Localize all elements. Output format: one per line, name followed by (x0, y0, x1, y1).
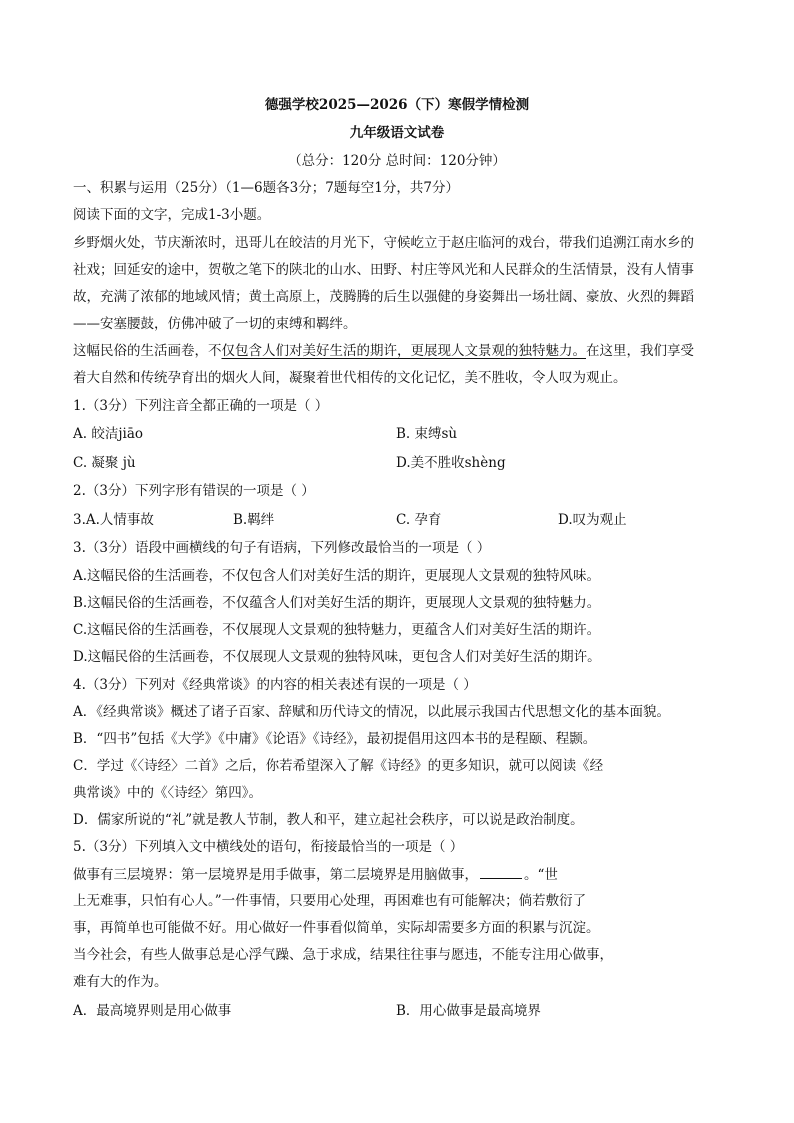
q2-option-b: B.羁绊 (233, 512, 275, 528)
q5-passage-text: 。“世 (524, 867, 558, 883)
q2-option-d: D.叹为观止 (558, 512, 627, 528)
q1-option-a: A. 皎洁jiāo (73, 426, 144, 442)
underlined-sentence: 仅包含人们对美好生活的期许，更展现人文景观的独特魅力。 (221, 343, 586, 359)
q2-option-c: C. 孕育 (396, 512, 442, 528)
reading-instruction: 阅读下面的文字，完成1-3小题。 (73, 207, 271, 223)
q4-option-c-cont: 典常谈》中的《〈诗经〉第四》。 (73, 785, 262, 801)
passage-line: ——安塞腰鼓，仿佛冲破了一切的束缚和羁绊。 (73, 316, 357, 332)
q5-passage-line (73, 864, 558, 885)
section-heading: 一、积累与运用（25分）（1—6题各3分；7题每空1分，共7分） (73, 180, 459, 196)
q5-passage-text: 做事有三层境界：第一层境界是用手做事，第二层境界是用脑做事， (73, 867, 478, 883)
q5-passage-line: 当今社会，有些人做事总是心浮气躁、急于求成，结果往往事与愿违，不能专注用心做事， (73, 947, 613, 963)
q4-option-c: C．学过《〈诗经〉二首》之后，你若希望深入了解《诗经》的更多知识，就可以阅读《经 (73, 758, 604, 774)
question-1-stem: 1.（3分）下列注音全都正确的一项是（ ） (73, 398, 329, 414)
exam-title: 九年级语文试卷 (349, 125, 445, 141)
passage-text: 在这里，我们享受 (586, 343, 694, 359)
question-3-stem: 3.（3分）语段中画横线的句子有语病，下列修改最恰当的一项是（ ） (73, 540, 491, 556)
answer-blank (480, 864, 522, 879)
q1-option-b: B. 束缚sù (396, 426, 458, 442)
q1-option-d: D.美不胜收shèng (396, 455, 506, 471)
question-5-stem: 5.（3分）下列填入文中横线处的语句，衔接最恰当的一项是（ ） (73, 839, 464, 855)
q1-option-c: C. 凝聚 jù (73, 455, 136, 471)
q2-option-a: 3.A.人情事故 (73, 512, 154, 528)
passage-line: 乡野烟火处，节庆渐浓时，迅哥儿在皎洁的月光下，守候屹立于赵庄临河的戏台，带我们追溯江南水乡的 (73, 235, 694, 251)
q3-option-d: D.这幅民俗的生活画卷，不仅展现人文景观的独特风味，更包含人们对美好生活的期许。 (73, 649, 601, 665)
q5-option-b: B．用心做事是最高境界 (396, 1003, 541, 1019)
school-title: 德强学校2025—2026（下）寒假学情检测 (264, 97, 530, 113)
q4-option-d: D．儒家所说的“礼”就是教人节制，教人和平，建立起社会秩序，可以说是政治制度。 (73, 812, 584, 828)
q3-option-b: B.这幅民俗的生活画卷，不仅蕴含人们对美好生活的期许，更展现人文景观的独特魅力。 (73, 595, 601, 611)
q3-option-a: A.这幅民俗的生活画卷，不仅包含人们对美好生活的期许，更展现人文景观的独特风味。 (73, 568, 601, 584)
q4-option-a: A．《经典常谈》概述了诸子百家、辞赋和历代诗文的情况，以此展示我国古代思想文化的基本面貌。 (73, 704, 670, 720)
question-4-stem: 4.（3分）下列对《经典常谈》的内容的相关表述有误的一项是（ ） (73, 677, 477, 693)
q5-passage-line: 上无难事，只怕有心人。”一件事情，只要用心处理，再困难也有可能解决；倘若敷衍了 (73, 893, 587, 909)
q5-passage-line: 事，再简单也可能做不好。用心做好一件事看似简单，实际却需要多方面的积累与沉淀。 (73, 920, 600, 936)
passage-line: 社戏；回延安的途中，贺敬之笔下的陕北的山水、田野、村庄等风光和人民群众的生活情景，没有人情事 (73, 262, 694, 278)
question-2-stem: 2.（3分）下列字形有错误的一项是（ ） (73, 483, 315, 499)
passage-text: 这幅民俗的生活画卷，不 (73, 343, 222, 359)
q5-passage-line: 难有大的作为。 (73, 974, 168, 990)
q5-option-a: A．最高境界则是用心做事 (73, 1003, 232, 1019)
q3-option-c: C.这幅民俗的生活画卷，不仅展现人文景观的独特魅力，更蕴含人们对美好生活的期许。 (73, 622, 601, 638)
passage-line (73, 341, 694, 361)
passage-line: 着大自然和传统孕育出的烟火人间，凝聚着世代相传的文化记忆，美不胜收，令人叹为观止。 (73, 370, 627, 386)
q4-option-b: B．“四书”包括《大学》《中庸》《论语》《诗经》，最初提倡用这四本书的是程颐、程颢。 (73, 731, 597, 747)
exam-info: （总分：120分 总时间：120分钟） (288, 153, 506, 169)
passage-line: 故，充满了浓郁的地域风情；黄土高原上，茂腾腾的后生以强健的身姿舞出一场壮阔、豪放、火烈的舞蹈 (73, 289, 694, 305)
